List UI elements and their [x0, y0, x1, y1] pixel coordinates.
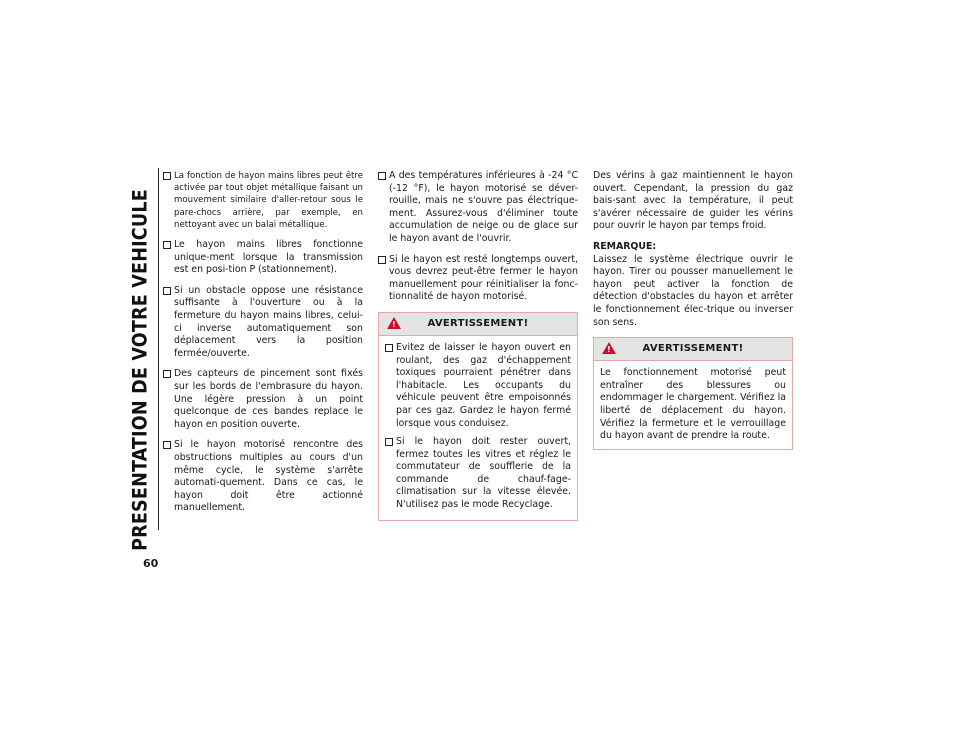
checkbox-bullet-icon [385, 344, 393, 352]
warning-body [379, 336, 577, 520]
list-item-text: Si le hayon est resté longtemps ouvert, vous devrez peut-être fermer le hayon manuellement pour réinitialiser la fonc-tionnalité de hayon motorisé. [389, 253, 578, 303]
column-3 [593, 170, 793, 450]
list-item-text: Si un obstacle oppose une résistance suffisante à l'ouverture ou à la fermeture du hayon mains libres, celui-ci inverse automatiquement son déplacement vers la position fermée/ouverte. [174, 284, 363, 359]
page-number: 60 [143, 557, 159, 570]
section-divider [158, 168, 159, 530]
section-title-vertical [122, 170, 158, 570]
list-item-text: Des capteurs de pincement sont fixés sur les bords de l'embrasure du hayon. Une légère pression à un point quelconque de ces bandes replace le hayon en position ouverte. [174, 368, 363, 430]
checkbox-bullet-icon [163, 241, 171, 249]
list-item [163, 239, 363, 277]
list-item [163, 368, 363, 431]
list-item-text: Si le hayon doit rester ouvert, fermez toutes les vitres et réglez le commutateur de soufflerie de la commande de chauf-fage-climatisation sur la vitesse élevée. N'utilisez pas le mode Recyclage. [396, 436, 571, 511]
warning-box [378, 312, 578, 521]
warning-box [593, 337, 793, 450]
remark-title: REMARQUE: [593, 240, 657, 252]
list-item [378, 254, 578, 304]
warning-title: AVERTISSEMENT! [427, 317, 529, 329]
list-item-text: Evitez de laisser le hayon ouvert en roulant, des gaz d'échappement toxiques pourraient pénétrer dans l'habitacle. Les occupants du véhicule peuvent être empoisonnés par ces gaz. Gardez le hayon fermé lorsque vous conduisez. [396, 341, 571, 429]
list-item [163, 170, 363, 231]
list-item-text: Le hayon mains libres fonctionne unique-ment lorsque la transmission est en posi-tion P (stationnement). [174, 239, 363, 276]
list-item [163, 285, 363, 361]
list-item-text: Si le hayon motorisé rencontre des obstructions multiples au cours d'un même cycle, le système s'arrête automati-quement. Dans ce cas, le hayon doit être actionné manuellement. [174, 439, 363, 514]
body-paragraph: Des vérins à gaz maintiennent le hayon ouvert. Cependant, la pression du gaz bais-sant avec la température, il peut s'avérer nécessaire de guider les vérins pour ouvrir le hayon par temps froid. [593, 170, 793, 232]
warning-title: AVERTISSEMENT! [642, 343, 744, 355]
checkbox-bullet-icon [378, 172, 386, 180]
list-item [385, 436, 571, 512]
list-item [163, 439, 363, 515]
warning-body [594, 361, 792, 449]
warning-header [379, 313, 577, 336]
checkbox-bullet-icon [163, 287, 171, 295]
section-title: PRESENTATION DE VOTRE VEHICULE [128, 189, 152, 551]
list-item [378, 170, 578, 246]
checkbox-bullet-icon [163, 370, 171, 378]
column-2 [378, 170, 578, 521]
warning-text: Le fonctionnement motorisé peut entraîner des blessures ou endommager le chargement. Vérifiez la liberté de déplacement du hayon. Vérifiez la fermeture et le verrouillage du hayon avant de prendre la route. [600, 367, 786, 442]
list-item-text: La fonction de hayon mains libres peut être activée par tout objet métallique faisant un mouvement similaire d'aller-retour sous le pare-chocs arrière, par exemple, en nettoyant avec un balai métallique. [174, 171, 363, 230]
remark-text: Laissez le système électrique ouvrir le hayon. Tirer ou pousser manuellement le hayon peut activer la fonction de détection d'obstacles du hayon et arrêter le fonctionnement élec-trique ou inverser son sens. [593, 253, 793, 328]
list-item [385, 342, 571, 430]
column-1 [163, 170, 363, 523]
checkbox-bullet-icon [163, 441, 171, 449]
list-item-text: A des températures inférieures à -24 °C (-12 °F), le hayon motorisé se déver-rouille, mais ne s'ouvre pas électrique-ment. Assurez-vous d'éliminer toute accumulation de neige ou de glace sur le hayon avant de l'ouvrir. [389, 170, 578, 244]
checkbox-bullet-icon [163, 172, 171, 180]
checkbox-bullet-icon [378, 256, 386, 264]
warning-header [594, 338, 792, 361]
checkbox-bullet-icon [385, 438, 393, 446]
